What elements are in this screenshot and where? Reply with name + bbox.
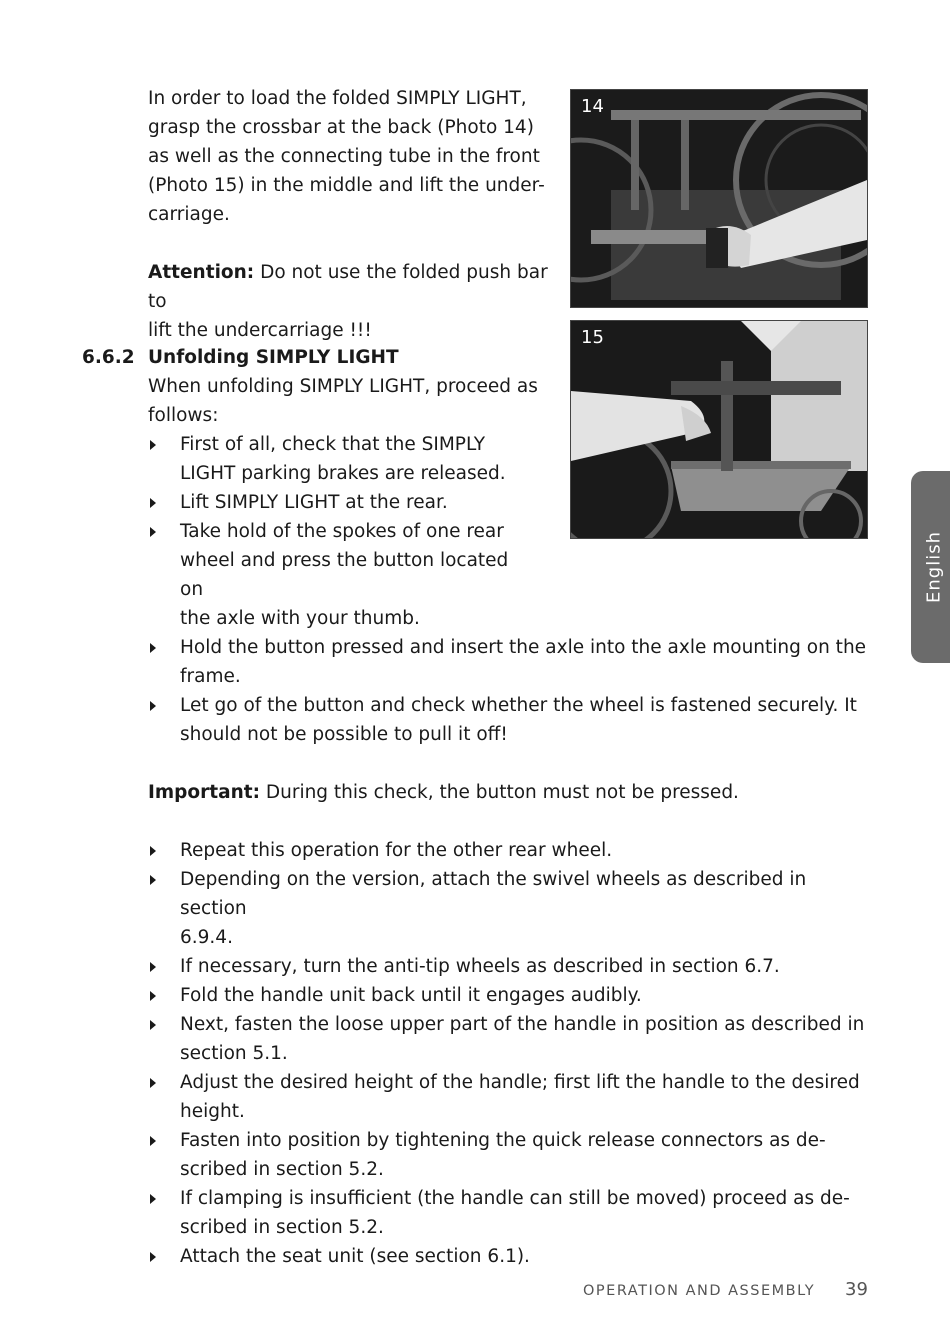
photo-label: 14	[581, 96, 604, 117]
important-note	[148, 778, 868, 807]
attention-note	[148, 258, 548, 316]
list-item: Next, fasten the loose upper part of the handle in position as described in section 5.1.	[148, 1010, 868, 1068]
bullet-arrow-icon	[150, 643, 156, 653]
steps-list-b	[148, 633, 868, 749]
list-item: If clamping is insufficient (the handle can still be moved) proceed as de- scribed in section 5.2.	[148, 1184, 868, 1242]
bullet-arrow-icon	[150, 875, 156, 885]
bullet-arrow-icon	[150, 440, 156, 450]
bullet-arrow-icon	[150, 991, 156, 1001]
important-text: During this check, the button must not be pressed.	[259, 782, 739, 803]
intro-line: carriage.	[148, 204, 230, 225]
bullet-arrow-icon	[150, 527, 156, 537]
list-item: Fold the handle unit back until it engages audibly.	[148, 981, 868, 1010]
lead-line: When unfolding SIMPLY LIGHT, proceed as	[148, 376, 538, 397]
photo-15-image	[571, 321, 867, 538]
bullet-arrow-icon	[150, 1020, 156, 1030]
language-tab-label: English	[923, 531, 944, 603]
photo-label: 15	[581, 327, 604, 348]
list-item: Repeat this operation for the other rear wheel.	[148, 836, 868, 865]
list-item: Hold the button pressed and insert the axle into the axle mounting on the frame.	[148, 633, 868, 691]
bullet-arrow-icon	[150, 1194, 156, 1204]
list-item: Adjust the desired height of the handle; first lift the handle to the desired height.	[148, 1068, 868, 1126]
photo-14	[570, 89, 868, 308]
attention-text: Do not use the folded push bar to	[148, 262, 548, 312]
footer-section-label: OPERATION AND ASSEMBLY	[583, 1283, 816, 1299]
list-item: Fasten into position by tightening the quick release connectors as de- scribed in section 5.2.	[148, 1126, 868, 1184]
bullet-arrow-icon	[150, 1252, 156, 1262]
intro-block	[148, 84, 548, 345]
list-item: Let go of the button and check whether the wheel is fastened securely. It should not be possible to pull it off!	[148, 691, 868, 749]
intro-line: grasp the crossbar at the back (Photo 14)	[148, 117, 534, 138]
section-title: Unfolding SIMPLY LIGHT	[148, 347, 399, 368]
important-label: Important:	[148, 782, 260, 803]
steps-list-c	[148, 836, 868, 1271]
list-item: Depending on the version, attach the swivel wheels as described in section 6.9.4.	[148, 865, 868, 952]
list-item: Take hold of the spokes of one rear wheel and press the button located on the axle with your thumb.	[148, 517, 528, 633]
photo-14-image	[571, 90, 867, 307]
intro-line: (Photo 15) in the middle and lift the under-	[148, 175, 545, 196]
bullet-arrow-icon	[150, 962, 156, 972]
list-item: First of all, check that the SIMPLY LIGHT parking brakes are released.	[148, 430, 528, 488]
list-item: Attach the seat unit (see section 6.1).	[148, 1242, 868, 1271]
bullet-arrow-icon	[150, 498, 156, 508]
photo-15	[570, 320, 868, 539]
page-number: 39	[845, 1279, 868, 1300]
lead-line: follows:	[148, 405, 219, 426]
bullet-arrow-icon	[150, 846, 156, 856]
list-item: If necessary, turn the anti-tip wheels as described in section 6.7.	[148, 952, 868, 981]
attention-text-cont: lift the undercarriage !!!	[148, 320, 372, 341]
section-number: 6.6.2	[82, 347, 135, 368]
attention-label: Attention:	[148, 262, 255, 283]
list-item: Lift SIMPLY LIGHT at the rear.	[148, 488, 528, 517]
intro-line: In order to load the folded SIMPLY LIGHT,	[148, 88, 527, 109]
bullet-arrow-icon	[150, 701, 156, 711]
bullet-arrow-icon	[150, 1136, 156, 1146]
steps-list-a	[148, 430, 528, 633]
language-tab[interactable]	[911, 471, 950, 663]
intro-line: as well as the connecting tube in the front	[148, 146, 540, 167]
bullet-arrow-icon	[150, 1078, 156, 1088]
